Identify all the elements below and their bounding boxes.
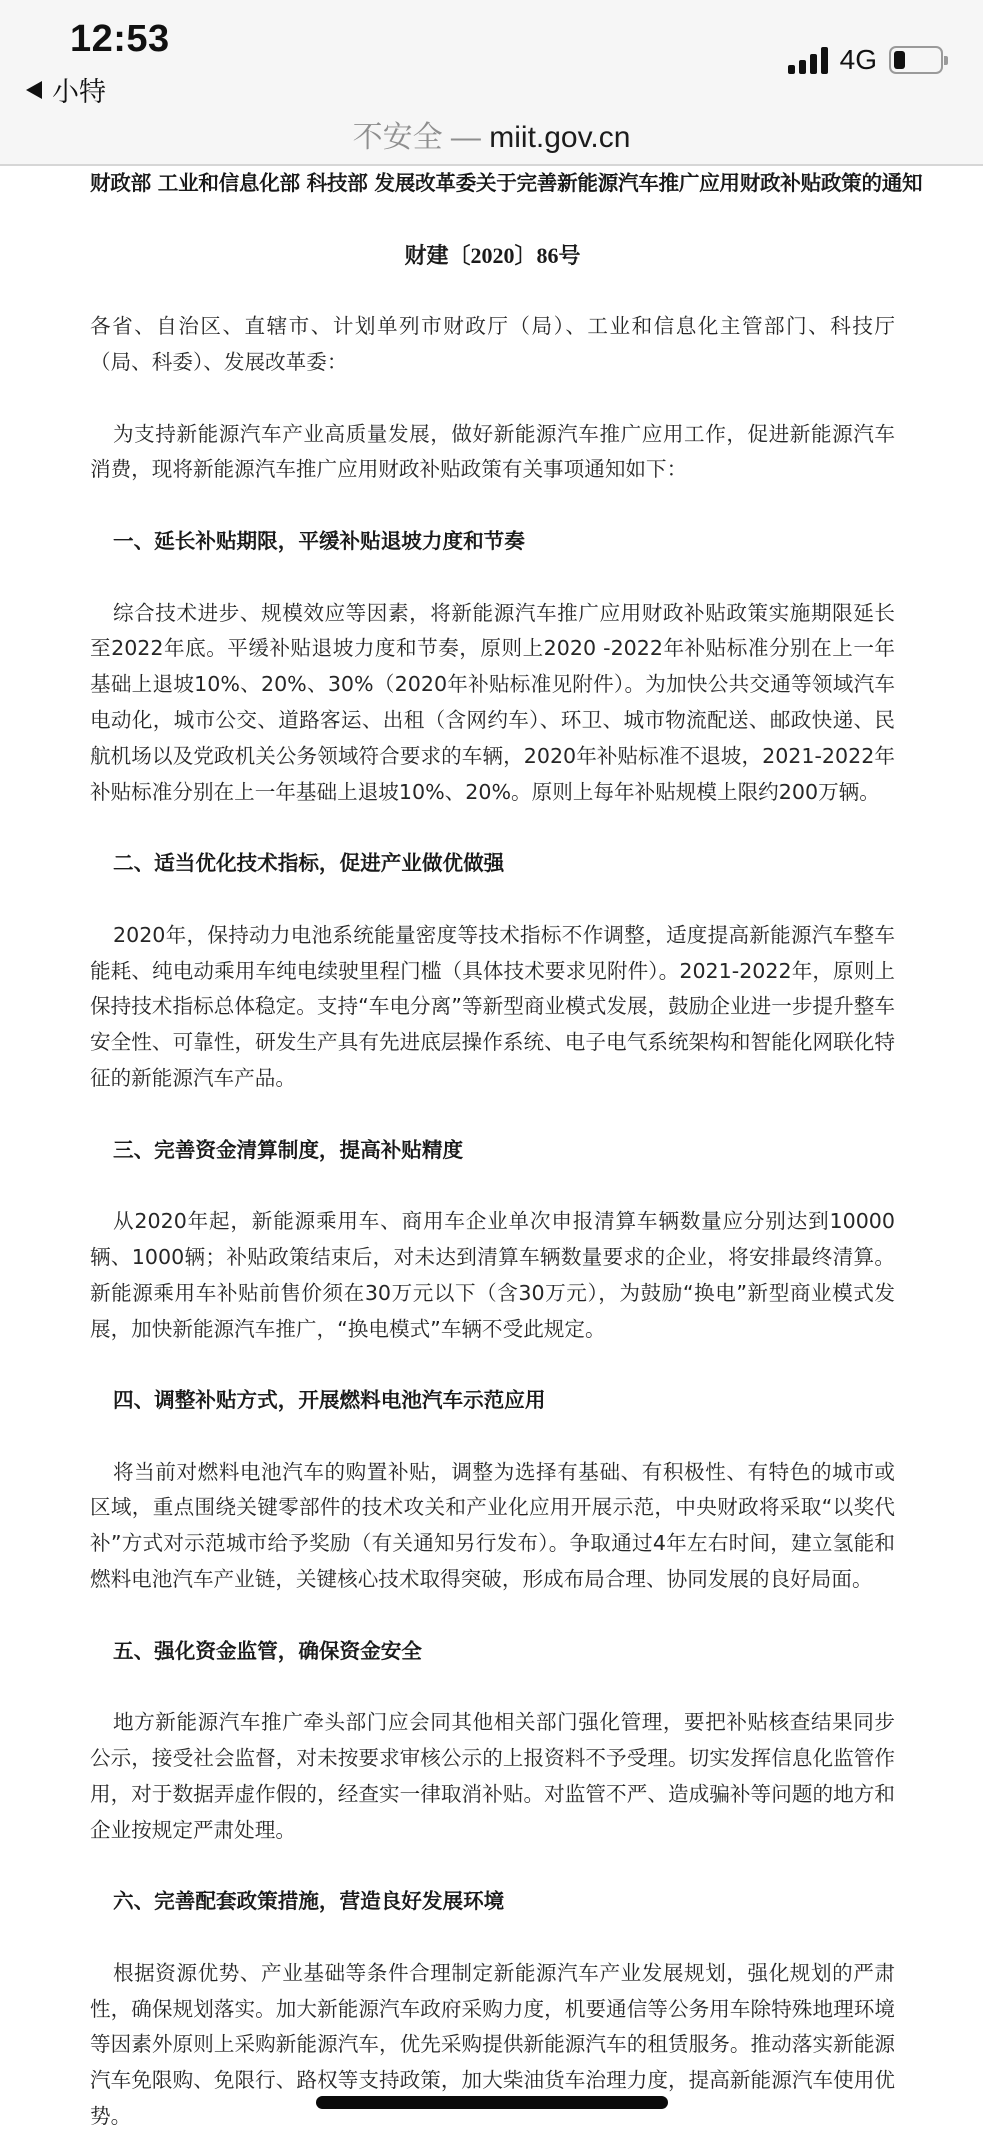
section-heading-2: 二、适当优化技术指标，促进产业做优做强 bbox=[113, 851, 505, 876]
section-heading-1: 一、延长补贴期限，平缓补贴退坡力度和节奏 bbox=[113, 528, 525, 553]
back-app-label: 小特 bbox=[52, 77, 106, 108]
section-body-3: 从2020年起，新能源乘用车、商用车企业单次申报清算车辆数量应分别达到10000辆、1000辆；补贴政策结束后，对未达到清算车辆数量要求的企业，将安排最终清算。新能源乘用车补贴前售价须在30万元以下（含30万元），为鼓励“换电”新型商业模式发展，加快新能源汽车推广，“换电模式”车辆不受此规定。 bbox=[90, 1209, 895, 1341]
cellular-signal-icon bbox=[788, 47, 828, 74]
back-to-app-button[interactable] bbox=[26, 70, 106, 109]
network-type: 4G bbox=[839, 44, 877, 75]
section-heading-4: 四、调整补贴方式，开展燃料电池汽车示范应用 bbox=[113, 1388, 546, 1413]
page-title: 财政部 工业和信息化部 科技部 发展改革委关于完善新能源汽车推广应用财政补贴政策的通知 bbox=[90, 171, 923, 195]
section-heading-5: 五、强化资金监管，确保资金安全 bbox=[113, 1638, 422, 1663]
section-body-4: 将当前对燃料电池汽车的购置补贴，调整为选择有基础、有积极性、有特色的城市或区域，重点围绕关键零部件的技术攻关和产业化应用开展示范，中央财政将采取“以奖代补”方式对示范城市给予奖励（有关通知另行发布）。争取通过4年左右时间，建立氢能和燃料电池汽车产业链，关键核心技术取得突破，形成布局合理、协同发展的良好局面。 bbox=[90, 1459, 895, 1592]
section-body-5: 地方新能源汽车推广牵头部门应会同其他相关部门强化管理，要把补贴核查结果同步公示，接受社会监督，对未按要求审核公示的上报资料不予受理。切实发挥信息化监管作用，对于数据弄虚作假的，经查实一律取消补贴。对监管不严、造成骗补等问题的地方和企业按规定严肃处理。 bbox=[90, 1710, 895, 1842]
not-secure-label: 不安全 — bbox=[352, 121, 490, 154]
section-body-6: 根据资源优势、产业基础等条件合理制定新能源汽车产业发展规划，强化规划的严肃性，确保规划落实。加大新能源汽车政府采购力度，机要通信等公务用车除特殊地理环境等因素外原则上采购新能源汽车，优先采购提供新能源汽车的租赁服务。推动落实新能源汽车免限购、免限行、路权等支持政策，加大柴油货车治理力度，提高新能源汽车使用优势。 bbox=[90, 1960, 895, 2129]
home-indicator[interactable] bbox=[316, 2096, 668, 2109]
intro-paragraph: 为支持新能源汽车产业高质量发展，做好新能源汽车推广应用工作，促进新能源汽车消费，现将新能源汽车推广应用财政补贴政策有关事项通知如下： bbox=[90, 421, 895, 482]
browser-chrome bbox=[0, 0, 983, 166]
section-heading-3: 三、完善资金清算制度，提高补贴精度 bbox=[113, 1137, 464, 1162]
section-heading-6: 六、完善配套政策措施，营造良好发展环境 bbox=[113, 1889, 505, 1914]
document-number: 财建〔2020〕86号 bbox=[404, 242, 581, 268]
section-body-2: 2020年，保持动力电池系统能量密度等技术指标不作调整，适度提高新能源汽车整车能耗、纯电动乘用车纯电续驶里程门槛（具体技术要求见附件）。2021-2022年，原则上保持技术指标总体稳定。支持“车电分离”等新型商业模式发展，鼓励企业进一步提升整车安全性、可靠性，研发生产具有先进底层操作系统、电子电气系统架构和智能化网联化特征的新能源汽车产品。 bbox=[90, 922, 895, 1090]
back-arrow-icon bbox=[26, 81, 42, 99]
section-body-1: 综合技术进步、规模效应等因素，将新能源汽车推广应用财政补贴政策实施期限延长至2022年底。平缓补贴退坡力度和节奏，原则上2020 -2022年补贴标准分别在上一年基础上退坡10%、20%、30%（2020年补贴标准见附件）。为加快公共交通等领域汽车电动化，城市公交、道路客运、出租（含网约车）、环卫、城市物流配送、邮政快递、民航机场以及党政机关公务领域符合要求的车辆，2020年补贴标准不退坡，2021-2022年补贴标准分别在上一年基础上退坡10%、20%。原则上每年补贴规模上限约200万辆。 bbox=[90, 600, 895, 804]
status-time: 12:53 bbox=[70, 18, 170, 60]
addressee: 各省、自治区、直辖市、计划单列市财政厅（局）、工业和信息化主管部门、科技厅（局、科委）、发展改革委： bbox=[90, 314, 895, 374]
battery-icon bbox=[889, 46, 943, 74]
address-bar[interactable] bbox=[0, 112, 983, 156]
status-indicators bbox=[788, 44, 943, 76]
document-body bbox=[90, 166, 923, 2130]
url-host: miit.gov.cn bbox=[489, 121, 631, 154]
